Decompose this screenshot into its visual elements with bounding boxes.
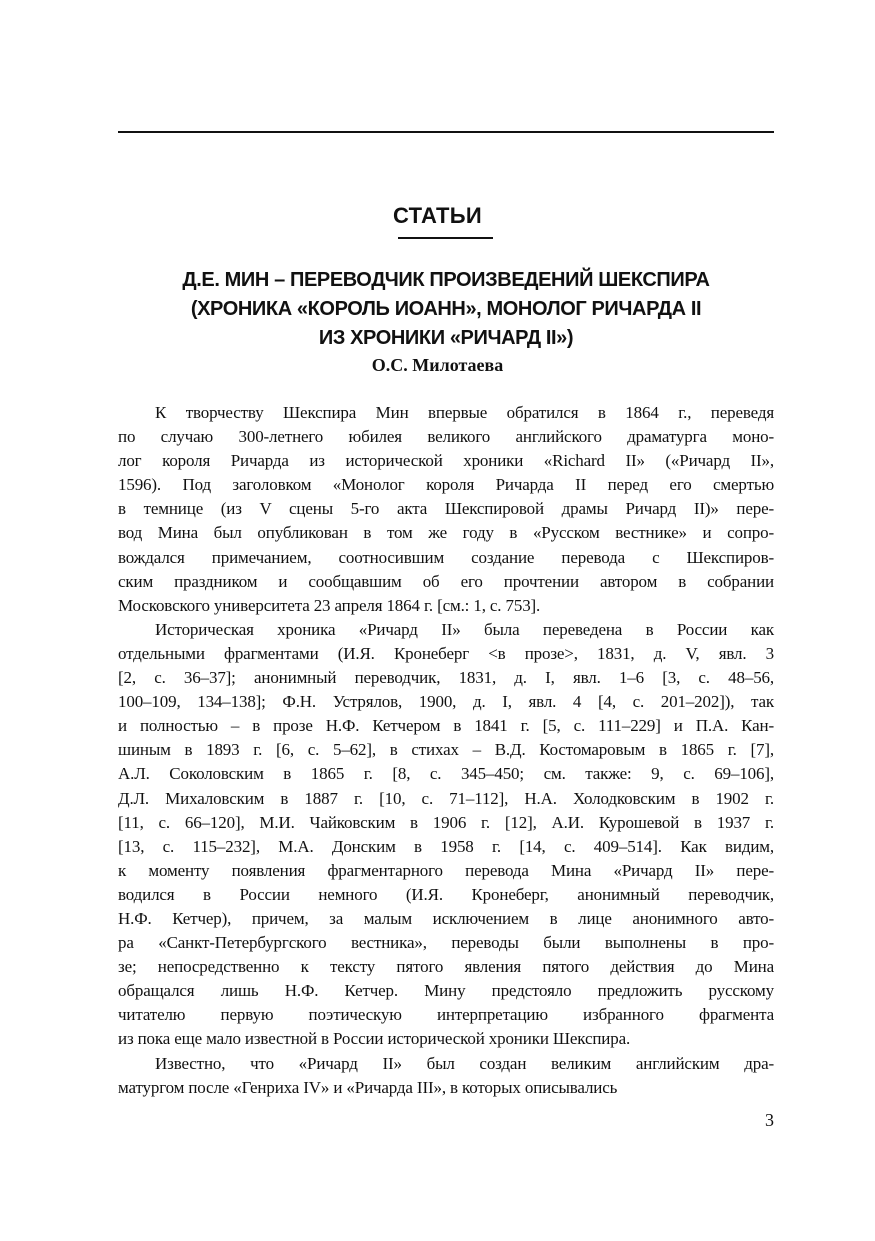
paragraph <box>118 1052 774 1100</box>
paragraph-line: ра «Санкт-Петербургского вестника», переводы были выполнены в про- <box>118 933 774 953</box>
paragraph-line: ским праздником и сообщавшим об его прочтении автором в собрании <box>118 571 774 591</box>
paragraph-line: 100–109, 134–138]; Ф.Н. Устрялов, 1900, д. I, явл. 4 [4, с. 201–202]), так <box>118 692 774 712</box>
paragraph-line: К творчеству Шекспира Мин впервые обратился в 1864 г., переведя <box>155 403 774 422</box>
paragraph-line: Историческая хроника «Ричард II» была переведена в России как <box>155 619 774 639</box>
paragraph-line: 1596). Под заголовком «Монолог короля Ричарда II перед его смертью <box>118 475 774 495</box>
paragraph-line: и полностью – в прозе Н.Ф. Кетчером в 1841 г. [5, с. 111–229] и П.А. Кан- <box>118 716 774 736</box>
paragraph <box>118 618 774 1052</box>
paragraph-line: Д.Л. Михаловским в 1887 г. [10, с. 71–112], Н.А. Холодковским в 1902 г. <box>118 788 774 808</box>
paragraph <box>118 401 774 618</box>
article-title-line: Д.Е. МИН – ПЕРЕВОДЧИК ПРОИЗВЕДЕНИЙ ШЕКСПИРА <box>182 269 710 291</box>
paragraph-line: [13, с. 115–232], М.А. Донским в 1958 г. [14, с. 409–514]. Как видим, <box>118 836 774 856</box>
paragraph-line: вод Мина был опубликован в том же году в «Русском вестнике» и сопро- <box>118 523 774 543</box>
paragraph-line: водился в России немного (И.Я. Кронеберг, анонимный переводчик, <box>118 884 774 904</box>
paragraph-line: к моменту появления фрагментарного перевода Мина «Ричард II» пере- <box>118 860 774 880</box>
paragraph-line: Н.Ф. Кетчер), причем, за малым исключением в лице анонимного авто- <box>118 908 774 928</box>
paragraph-line: шиным в 1893 г. [6, с. 5–62], в стихах – В.Д. Костомаровым в 1865 г. [7], <box>118 740 774 760</box>
paragraph-line: зе; непосредственно к тексту пятого явления пятого действия до Мина <box>118 957 774 977</box>
section-heading: СТАТЬИ <box>392 203 483 228</box>
paragraph-line: вождался примечанием, соотносившим создание перевода с Шекспиров- <box>118 547 774 567</box>
paragraph-line: А.Л. Соколовским в 1865 г. [8, с. 345–450; см. также: 9, с. 69–106], <box>118 764 774 784</box>
paragraph-line: в темнице (из V сцены 5-го акта Шекспировой драмы Ричард II)» пере- <box>118 499 774 519</box>
paragraph-line: Московского университета 23 апреля 1864 г. [см.: 1, с. 753]. <box>118 595 541 615</box>
paragraph-line: отдельными фрагментами (И.Я. Кронеберг <в прозе>, 1831, д. V, явл. 3 <box>118 643 774 663</box>
paragraph-line: Известно, что «Ричард II» был создан великим английским дра- <box>155 1053 774 1073</box>
article-title <box>118 266 774 353</box>
article-title-line: (ХРОНИКА «КОРОЛЬ ИОАНН», МОНОЛОГ РИЧАРДА II <box>190 298 702 320</box>
paragraph-line: матургом после «Генриха IV» и «Ричарда III», в которых описывались <box>118 1077 618 1097</box>
paragraph-line: обращался лишь Н.Ф. Кетчер. Мину предстояло предложить русскому <box>118 981 774 1001</box>
section-heading-underline <box>398 237 493 239</box>
paragraph-line: из пока еще мало известной в России исторической хроники Шекспира. <box>118 1029 631 1049</box>
paragraph-line: по случаю 300-летнего юбилея великого английского драматурга моно- <box>118 427 774 447</box>
article-author: О.С. Милотаева <box>371 355 504 375</box>
article-title-line: ИЗ ХРОНИКИ «РИЧАРД II») <box>318 327 574 349</box>
page-number: 3 <box>765 1110 774 1130</box>
header-rule <box>118 131 774 133</box>
paragraph-line: лог короля Ричарда из исторической хроники «Richard II» («Ричард II», <box>118 451 774 471</box>
paragraph-line: [11, с. 66–120], М.И. Чайковским в 1906 г. [12], А.И. Курошевой в 1937 г. <box>118 812 774 832</box>
paragraph-line: читателю первую поэтическую интерпретацию избранного фрагмента <box>118 1005 774 1025</box>
paragraph-line: [2, с. 36–37]; анонимный переводчик, 1831, д. I, явл. 1–6 [3, с. 48–56, <box>118 668 774 688</box>
article-body <box>118 401 774 1100</box>
